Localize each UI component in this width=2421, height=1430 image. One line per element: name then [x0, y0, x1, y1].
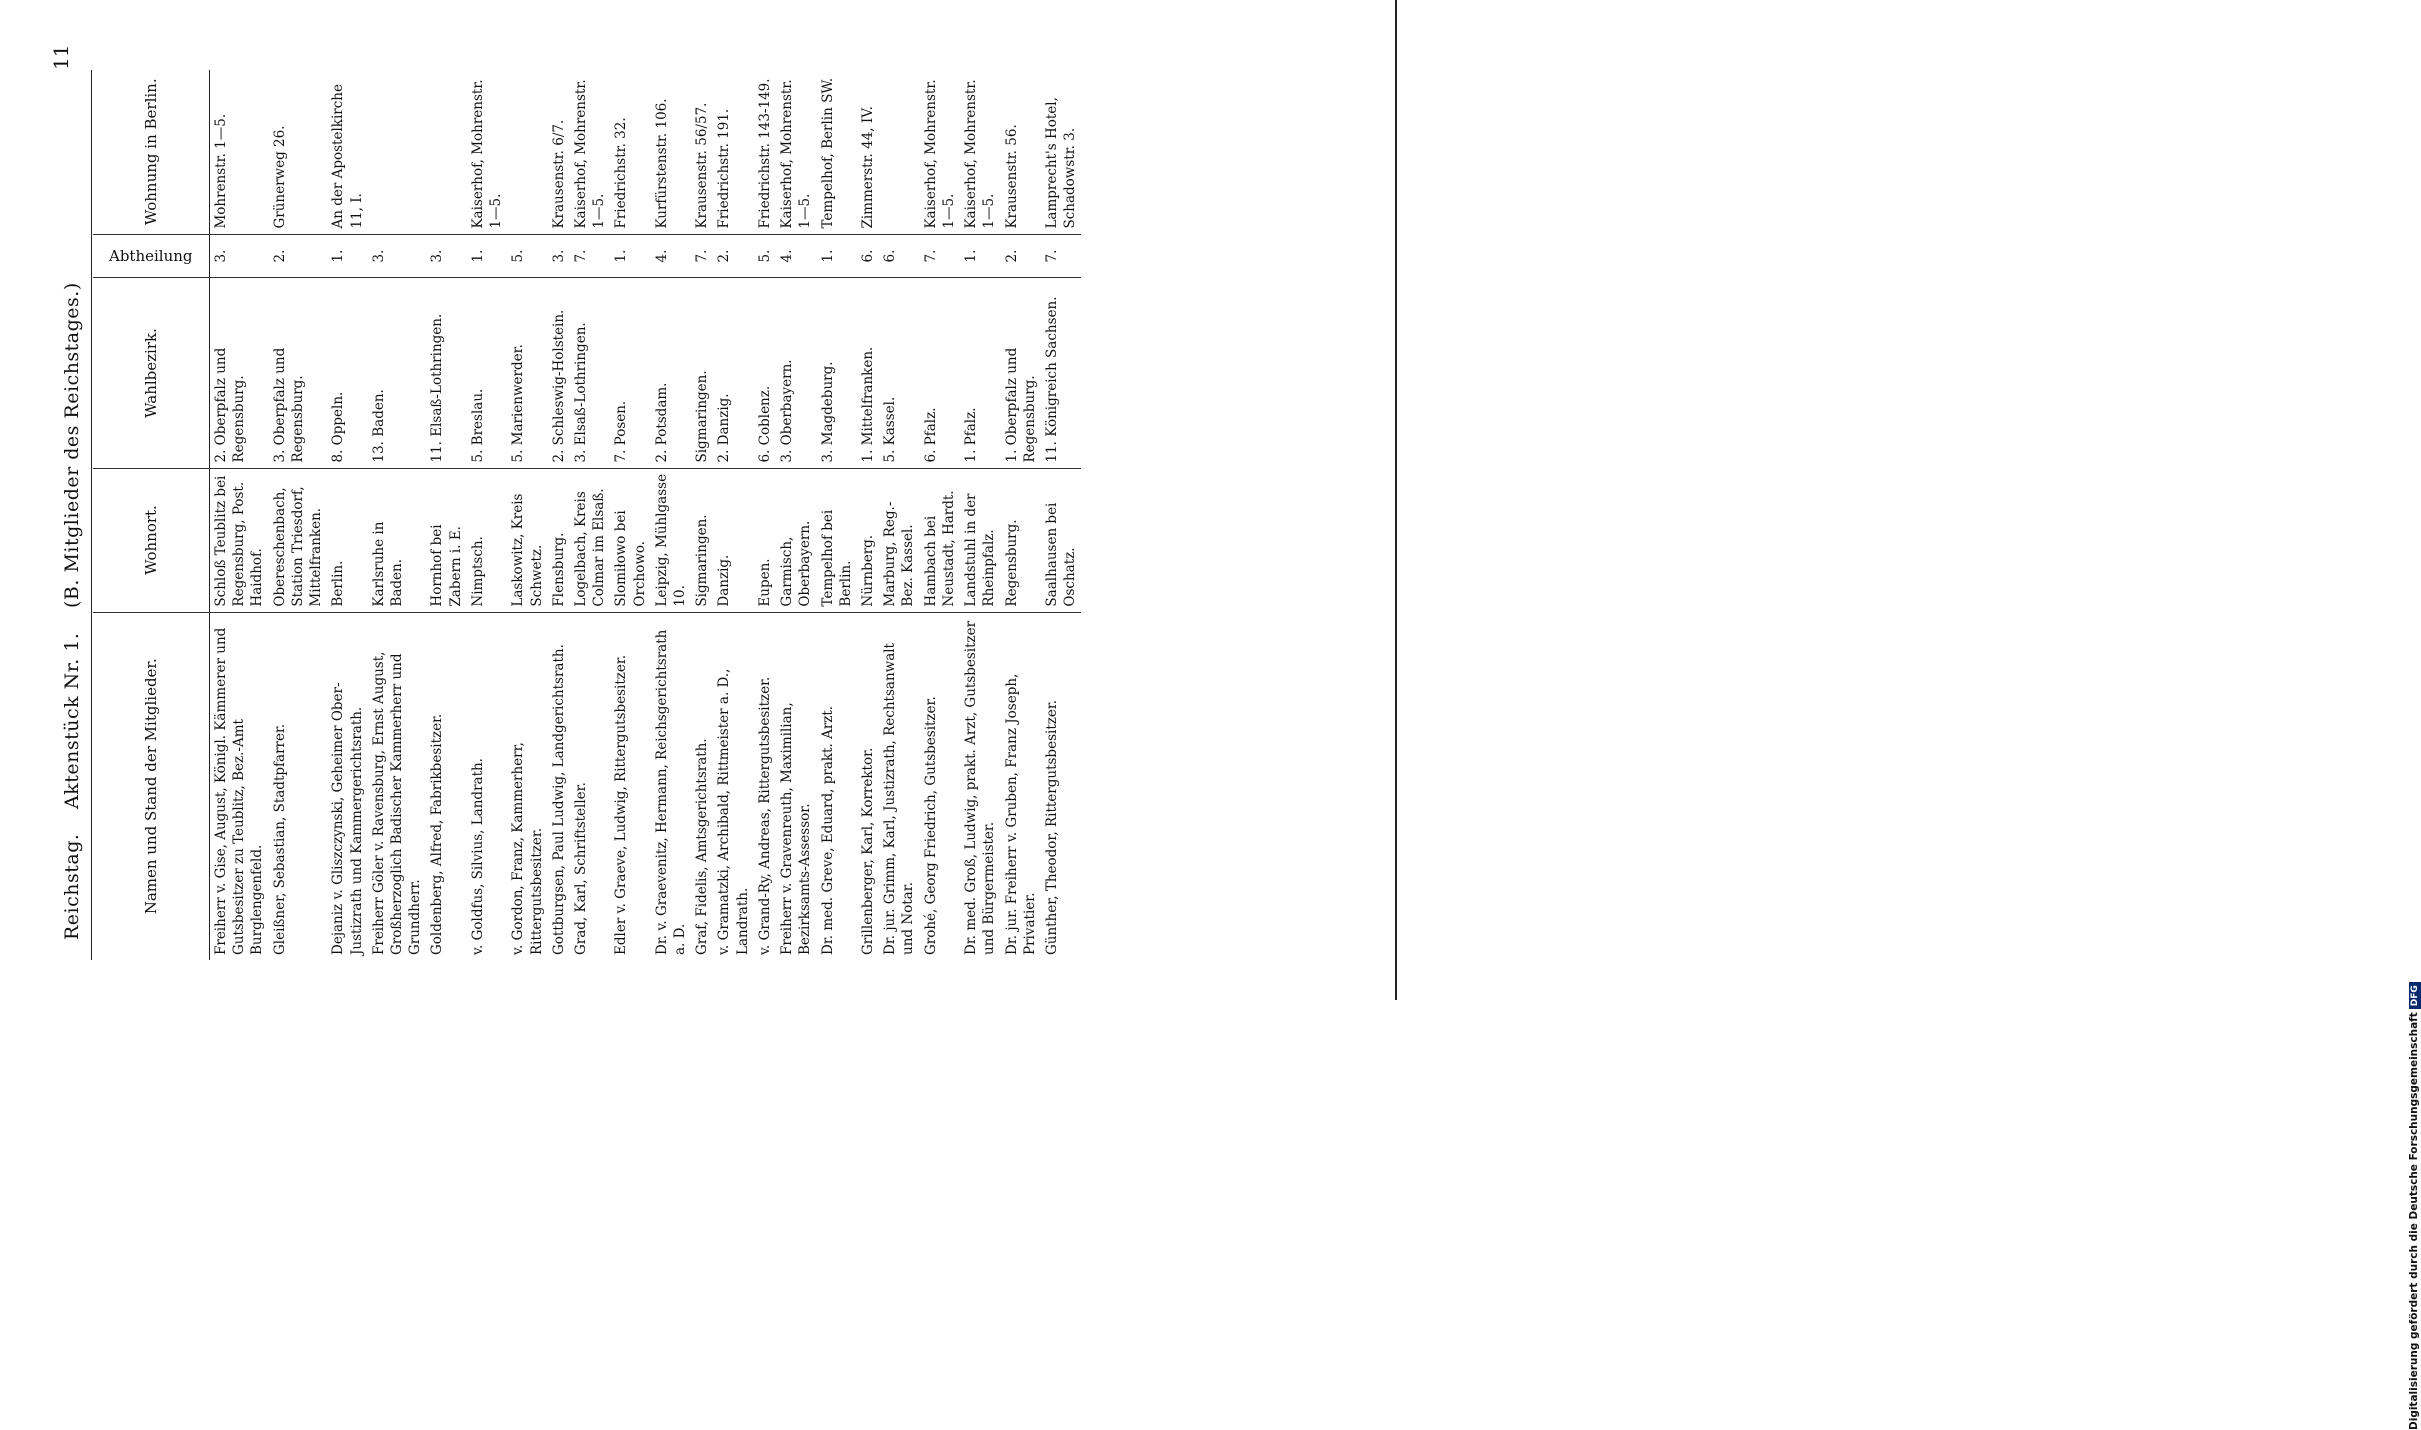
member-abtheilung: 3. [210, 234, 269, 278]
member-name: v. Gramatzki, Archibald, Rittmeister a. D., Landrath. [716, 668, 751, 955]
member-abtheilung: 7. [570, 234, 610, 278]
col-header-name: Namen und Stand der Mitglieder. [93, 612, 210, 960]
member-abtheilung: 5. [507, 234, 547, 278]
member-wohnung: Krausenstr. 56. [1001, 70, 1041, 234]
member-abtheilung: 3. [426, 234, 466, 278]
table-row [817, 70, 857, 960]
member-name: Gottburgsen, Paul Ludwig, Landgerichtsrath. [550, 644, 567, 955]
member-abtheilung: 1. [960, 234, 1000, 278]
member-name: Grad, Karl, Schriftsteller. [572, 782, 589, 955]
digitization-note-text: Digitalisierung gefördert durch die Deutsche Forschungsgemeinschaft [2408, 1012, 2420, 1430]
member-wohnort: Eupen. [754, 468, 776, 612]
digitization-note [2408, 982, 2421, 1430]
member-wohnung: Kaiserhof, Mohrenstr. 1—5. [776, 70, 816, 234]
member-wahlbezirk: 2. Schleswig-Holstein. [548, 278, 570, 468]
member-wahlbezirk: 8. Oppeln. [327, 278, 367, 468]
table-row [570, 70, 610, 960]
member-wahlbezirk: 11. Königreich Sachsen. [1041, 278, 1081, 468]
member-wohnort: Leipzig, Mühlgasse 10. [651, 468, 691, 612]
member-name: Dr. jur. Freiherr v. Gruben, Franz Joseph, Privatier. [1003, 673, 1038, 955]
table-row [691, 70, 713, 960]
member-name: v. Grand-Ry, Andreas, Rittergutsbesitzer. [756, 676, 773, 955]
member-wohnung: Kaiserhof, Mohrenstr. 1—5. [960, 70, 1000, 234]
member-abtheilung: 3. [368, 234, 427, 278]
member-wohnung: Friedrichstr. 32. [610, 70, 650, 234]
member-abtheilung: 1. [467, 234, 507, 278]
table-row [507, 70, 547, 960]
member-wohnung: Tempelhof, Berlin SW. [817, 70, 857, 234]
member-wahlbezirk: 6. Coblenz. [754, 278, 776, 468]
member-name: Edler v. Graeve, Ludwig, Rittergutsbesitzer. [613, 654, 630, 955]
member-wahlbezirk: 11. Elsaß-Lothringen. [426, 278, 466, 468]
table-row [467, 70, 507, 960]
member-wahlbezirk: 3. Elsaß-Lothringen. [570, 278, 610, 468]
table-row [210, 70, 269, 960]
member-wohnort: Schloß Teublitz bei Regensburg, Post. Haidhof. [210, 468, 269, 612]
table-row [1041, 70, 1081, 960]
member-wohnort: Flensburg. [548, 468, 570, 612]
member-name: Dr. jur. Grimm, Karl, Justizrath, Rechtsanwalt und Notar. [882, 643, 917, 955]
running-head-center: Aktenstück Nr. 1. [61, 632, 83, 810]
member-wahlbezirk: 1. Pfalz. [960, 278, 1000, 468]
member-wohnort: Slomiłowo bei Orchowo. [610, 468, 650, 612]
member-wohnung: Lamprecht's Hotel, Schadowstr. 3. [1041, 70, 1081, 234]
header-rule [91, 70, 92, 960]
table-row [610, 70, 650, 960]
member-wahlbezirk: 5. Kassel. [879, 278, 919, 468]
member-wohnort: Garmisch, Oberbayern. [776, 468, 816, 612]
member-abtheilung: 7. [1041, 234, 1081, 278]
member-name: v. Goldfus, Silvius, Landrath. [469, 758, 486, 955]
table-row [651, 70, 691, 960]
member-table [93, 70, 1081, 960]
member-wahlbezirk: 1. Oberpfalz und Regensburg. [1001, 278, 1041, 468]
member-wahlbezirk: 2. Oberpfalz und Regensburg. [210, 278, 269, 468]
member-abtheilung: 5. [754, 234, 776, 278]
member-wohnung: Kurfürstenstr. 106. [651, 70, 691, 234]
member-wohnort: Saalhausen bei Oschatz. [1041, 468, 1081, 612]
member-abtheilung: 4. [651, 234, 691, 278]
table-row [776, 70, 816, 960]
member-abtheilung: 2. [713, 234, 753, 278]
member-wohnort: Logelbach, Kreis Colmar im Elsaß. [570, 468, 610, 612]
member-name: Freiherr v. Gise, August, Königl. Kämmerer und Gutsbesitzer zu Teublitz, Bez.-Amt Burglengenfeld. [213, 627, 266, 955]
member-abtheilung: 1. [327, 234, 367, 278]
table-row [879, 70, 919, 960]
member-abtheilung: 1. [817, 234, 857, 278]
member-abtheilung: 2. [1001, 234, 1041, 278]
member-abtheilung: 3. [548, 234, 570, 278]
member-name: Graf, Fidelis, Amtsgerichtsrath. [694, 738, 711, 955]
col-header-abt: Abtheilung [93, 234, 210, 278]
member-name: Grohé, Georg Friedrich, Gutsbesitzer. [922, 696, 939, 955]
member-name: Günther, Theodor, Rittergutsbesitzer. [1043, 699, 1060, 955]
member-wohnort: Nimptsch. [467, 468, 507, 612]
member-wahlbezirk: Sigmaringen. [691, 278, 713, 468]
col-header-ort: Wohnort. [93, 468, 210, 612]
running-head [61, 80, 83, 940]
member-wohnung: Grünerweg 26. [269, 70, 328, 234]
member-wohnung [368, 70, 427, 234]
member-wahlbezirk: 5. Breslau. [467, 278, 507, 468]
member-wohnort: Karlsruhe in Baden. [368, 468, 427, 612]
table-row [857, 70, 879, 960]
member-wohnort: Hambach bei Neustadt, Hardt. [920, 468, 960, 612]
table-header-row [93, 70, 210, 960]
member-name: v. Gordon, Franz, Kammerherr, Rittergutsbesitzer. [510, 742, 545, 955]
member-wohnort: Nürnberg. [857, 468, 879, 612]
member-name: Dr. med. Groß, Ludwig, prakt. Arzt, Gutsbesitzer und Bürgermeister. [963, 620, 998, 955]
member-wohnung: Mohrenstr. 1—5. [210, 70, 269, 234]
table-row [960, 70, 1000, 960]
running-head-left: Reichstag. [61, 833, 83, 940]
member-wohnort: Sigmaringen. [691, 468, 713, 612]
member-wohnort: Danzig. [713, 468, 753, 612]
table-row [426, 70, 466, 960]
member-wohnort: Obereschenbach, Station Triesdorf, Mittelfranken. [269, 468, 328, 612]
member-name: Freiherr Göler v. Ravensburg, Ernst August, Großherzoglich Badischer Kammerherr und Grundherr. [370, 651, 424, 955]
table-row [754, 70, 776, 960]
member-wohnung: Krausenstr. 6/7. [548, 70, 570, 234]
member-wohnung [879, 70, 919, 234]
member-abtheilung: 2. [269, 234, 328, 278]
dfg-logo: DFG [2409, 982, 2421, 1009]
table-row [548, 70, 570, 960]
member-wohnung: Zimmerstr. 44, IV. [857, 70, 879, 234]
member-wahlbezirk: 3. Oberbayern. [776, 278, 816, 468]
member-wohnort: Hornhof bei Zabern i. E. [426, 468, 466, 612]
member-wohnung: Friedrichstr. 191. [713, 70, 753, 234]
member-name: Dejaniz v. Gliszczynski, Geheimer Ober-Justizrath und Kammergerichtsrath. [330, 682, 365, 955]
member-wohnung: An der Apostelkirche 11, I. [327, 70, 367, 234]
member-wohnort: Landstuhl in der Rheinpfalz. [960, 468, 1000, 612]
member-name: Dr. v. Graevenitz, Hermann, Reichsgerichtsrath a. D. [653, 629, 689, 955]
running-head-right: (B. Mitglieder des Reichstages.) [61, 282, 83, 608]
member-name: Dr. med. Greve, Eduard, prakt. Arzt. [819, 705, 836, 955]
table-row [920, 70, 960, 960]
member-wahlbezirk: 6. Pfalz. [920, 278, 960, 468]
member-wohnort: Berlin. [327, 468, 367, 612]
rotated-content [21, 0, 1411, 1000]
member-wahlbezirk: 7. Posen. [610, 278, 650, 468]
member-name: Grillenberger, Karl, Korrektor. [860, 747, 876, 955]
table-row [368, 70, 427, 960]
member-abtheilung: 6. [857, 234, 879, 278]
member-wohnung: Kaiserhof, Mohrenstr. 1—5. [920, 70, 960, 234]
member-wohnung: Kaiserhof, Mohrenstr. 1—5. [467, 70, 507, 234]
digitization-strip [1408, 10, 2420, 1430]
page-number: 11 [49, 44, 73, 70]
member-abtheilung: 6. [879, 234, 919, 278]
table-row [269, 70, 328, 960]
member-wahlbezirk: 5. Marienwerder. [507, 278, 547, 468]
member-wohnung: Friedrichstr. 143-149. [754, 70, 776, 234]
member-abtheilung: 4. [776, 234, 816, 278]
table-row [1001, 70, 1041, 960]
member-name: Gleißner, Sebastian, Stadtpfarrer. [271, 723, 288, 955]
col-header-bezirk: Wahlbezirk. [93, 278, 210, 468]
member-wahlbezirk: 3. Magdeburg. [817, 278, 857, 468]
member-abtheilung: 7. [920, 234, 960, 278]
member-wahlbezirk: 13. Baden. [368, 278, 427, 468]
member-name: Goldenberg, Alfred, Fabrikbesitzer. [429, 713, 446, 955]
member-wohnung: Kaiserhof, Mohrenstr. 1—5. [570, 70, 610, 234]
member-wahlbezirk: 1. Mittelfranken. [857, 278, 879, 468]
member-abtheilung: 7. [691, 234, 713, 278]
member-wahlbezirk: 2. Danzig. [713, 278, 753, 468]
member-wohnung: Krausenstr. 56/57. [691, 70, 713, 234]
member-wohnung [426, 70, 466, 234]
member-wohnort: Laskowitz, Kreis Schwetz. [507, 468, 547, 612]
member-wohnort: Marburg, Reg.-Bez. Kassel. [879, 468, 919, 612]
member-abtheilung: 1. [610, 234, 650, 278]
member-name: Freiherr v. Gravenreuth, Maximilian, Bezirksamts-Assessor. [779, 702, 814, 955]
member-wohnort: Tempelhof bei Berlin. [817, 468, 857, 612]
member-wohnung [507, 70, 547, 234]
table-row [327, 70, 367, 960]
col-header-wohnung: Wohnung in Berlin. [93, 70, 210, 234]
member-wohnort: Regensburg. [1001, 468, 1041, 612]
table-row [713, 70, 753, 960]
member-wahlbezirk: 3. Oberpfalz und Regensburg. [269, 278, 328, 468]
member-wahlbezirk: 2. Potsdam. [651, 278, 691, 468]
